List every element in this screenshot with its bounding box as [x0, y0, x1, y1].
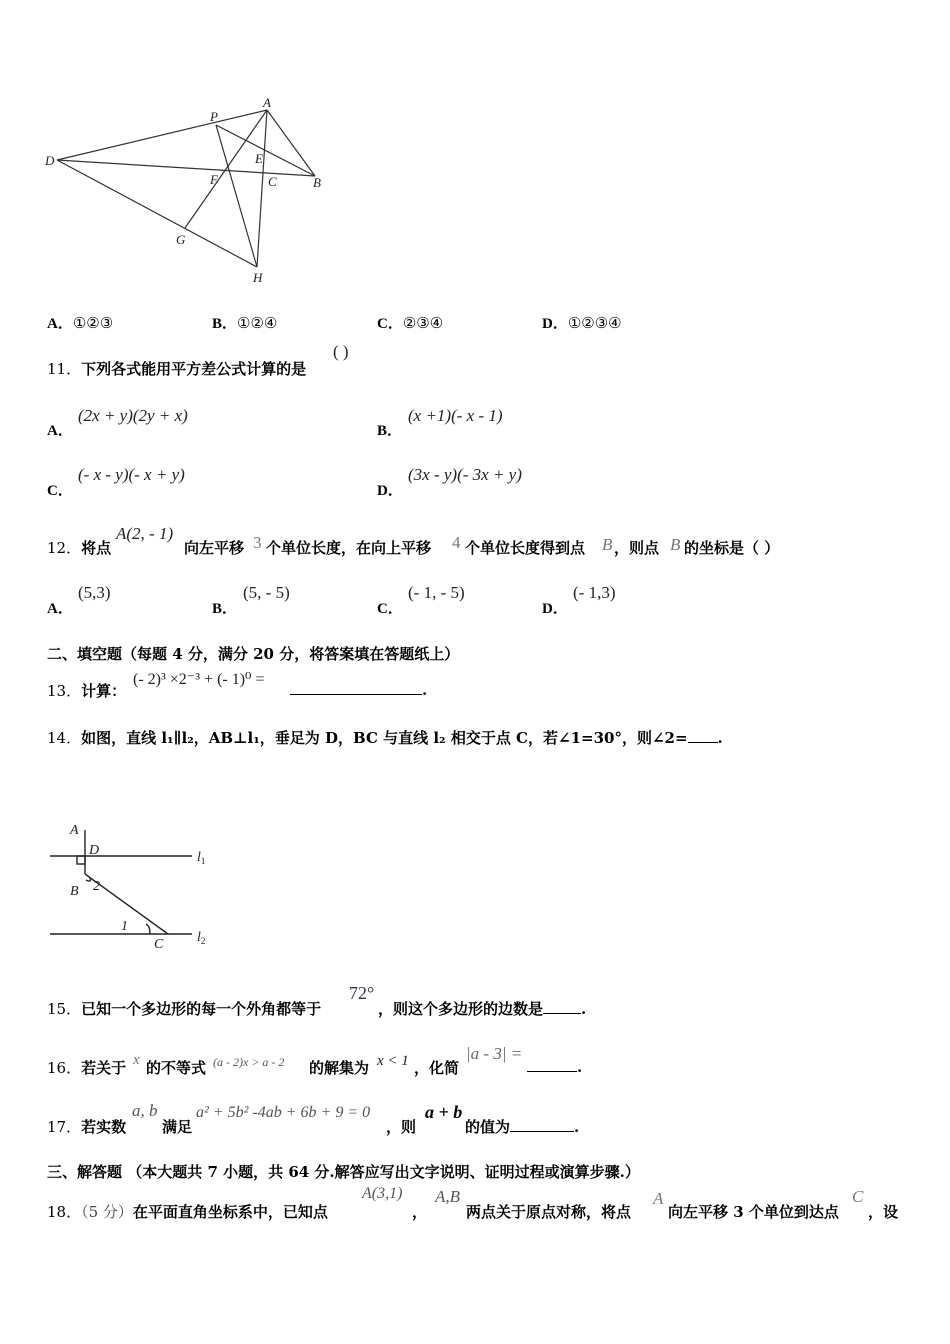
q16-stem [47, 1057, 126, 1078]
q11-option-b-label [377, 419, 402, 440]
q12-text-6: 的坐标是（ ） [684, 539, 780, 557]
period: . [574, 1118, 580, 1136]
label-C: C [154, 937, 164, 952]
option-label: B． [212, 601, 238, 617]
q12-b2: B [670, 535, 681, 554]
q17-stem [47, 1116, 126, 1137]
option-label: B． [377, 423, 403, 439]
question-text: 若实数 [81, 1118, 127, 1136]
q12-option-a-label [47, 597, 73, 618]
score-text: （5 分） [81, 1203, 133, 1221]
label-angle-1: 1 [121, 919, 128, 934]
period: . [577, 1058, 583, 1076]
option-label: A． [47, 423, 73, 439]
q16-solution: x < 1 [377, 1053, 409, 1069]
q18-c: C [852, 1187, 864, 1206]
option-label: D． [542, 316, 568, 332]
q12-n3: 3 [253, 533, 262, 552]
label-D: D [45, 153, 55, 168]
question-number: 18． [47, 1203, 82, 1221]
q16-answer-blank [527, 1057, 582, 1076]
q10-option-b [212, 312, 277, 333]
q12-option-b-expr: (5, - 5) [243, 583, 290, 602]
option-text: ①②③ [72, 314, 114, 332]
q18-text-2: 两点关于原点对称，将点 [466, 1203, 632, 1221]
q12-text-5: ，则点 [614, 539, 660, 557]
question-text: 下列各式能用平方差公式计算的是 [81, 360, 307, 378]
question-text: 在平面直角坐标系中，已知点 [132, 1203, 328, 1221]
q10-option-c [377, 312, 443, 333]
q18-text-4: ，设 [868, 1203, 899, 1221]
q12-option-c-label [377, 597, 403, 618]
q10-option-d [542, 312, 622, 333]
q16-x: x [133, 1052, 140, 1068]
q18-comma: ， [412, 1203, 428, 1221]
answer-line [543, 999, 581, 1014]
q11-option-b-expr: (x +1)(- x - 1) [408, 406, 503, 425]
q12-option-d-label [542, 597, 568, 618]
q12-option-c-expr: (- 1, - 5) [408, 583, 465, 602]
option-label: D． [542, 601, 568, 617]
q12-point-a: A(2, - 1) [116, 524, 174, 543]
question-text: 如图，直线 l₁∥l₂，AB⊥l₁，垂足为 D，BC 与直线 l₂ 相交于点 C，若∠1=30°，则∠2= [81, 729, 688, 747]
q18-stem [47, 1201, 328, 1222]
question-text: 计算： [81, 682, 127, 700]
section-2-title: 二、填空题（每题 4 分，满分 20 分，将答案填在答题纸上） [47, 645, 460, 663]
period: . [422, 681, 428, 699]
q17-ab: a, b [132, 1101, 158, 1120]
label-C: C [268, 174, 277, 189]
label-B: B [70, 884, 79, 899]
question-number: 14． [47, 729, 82, 747]
section-3-title: 三、解答题 （本大题共 7 小题，共 64 分.解答应写出文字说明、证明过程或演算步骤.） [47, 1163, 640, 1181]
label-angle-2: 2 [93, 879, 100, 894]
q11-option-c-expr: (- x - y)(- x + y) [78, 465, 185, 484]
answer-line [527, 1057, 577, 1072]
q16-inequality: (a - 2)x > a - 2 [213, 1055, 285, 1069]
option-label: C． [377, 601, 403, 617]
q11-option-d-expr: (3x - y)(- 3x + y) [408, 465, 522, 484]
q18-point-a: A(3,1) [362, 1185, 403, 1202]
q12-option-a-expr: (5,3) [78, 583, 111, 602]
q17-text-3: ，则 [386, 1118, 417, 1136]
option-text: ②③④ [402, 314, 444, 332]
question-number: 12． [47, 539, 82, 557]
option-label: A． [47, 316, 73, 332]
option-label: A． [47, 601, 73, 617]
q11-stem [47, 358, 306, 379]
label-E: E [255, 151, 263, 166]
q12-b1: B [602, 535, 613, 554]
question-text: 若关于 [81, 1059, 127, 1077]
label-A: A [263, 95, 271, 110]
q12-n4: 4 [452, 533, 461, 552]
question-text: 将点 [81, 539, 112, 557]
label-P: P [210, 109, 218, 124]
q18-a2: A [653, 1189, 664, 1208]
q16-text-2: 的不等式 [146, 1059, 207, 1077]
q17-text-2: 满足 [162, 1118, 193, 1136]
question-number: 13． [47, 682, 82, 700]
option-text: ①②④ [237, 314, 278, 332]
q12-option-d-expr: (- 1,3) [573, 583, 616, 602]
label-G: G [176, 232, 186, 247]
option-text: ①②③④ [567, 314, 622, 332]
q15-angle: 72° [349, 983, 375, 1003]
geometry-figure-1 [40, 92, 340, 292]
q16-text-3: 的解集为 [309, 1059, 370, 1077]
q12-stem [47, 537, 111, 558]
q11-option-d-label [377, 479, 403, 500]
question-text: 的值为 [465, 1118, 511, 1136]
q13-expr: (- 2)³ ×2⁻³ + (- 1)⁰ = [133, 671, 265, 688]
q18-text-3: 向左平移 3 个单位到达点 [668, 1203, 839, 1221]
period: . [581, 1000, 587, 1018]
q11-option-a-label [47, 419, 73, 440]
question-number: 11． [47, 360, 82, 378]
question-number: 15． [47, 1000, 82, 1018]
q16-abs: |a - 3| = [466, 1044, 523, 1063]
label-l2: $l_2$ [197, 930, 206, 946]
option-label: B． [212, 316, 238, 332]
answer-line [510, 1117, 574, 1132]
label-A: A [70, 823, 79, 838]
q12-text-3: 个单位长度，在向上平移 [266, 539, 432, 557]
q11-option-c-label [47, 479, 73, 500]
q18-ab: A,B [435, 1187, 461, 1206]
q12-text-4: 个单位长度得到点 [465, 539, 586, 557]
label-H: H [253, 270, 263, 285]
q10-option-a [47, 312, 113, 333]
q15-rest [378, 998, 586, 1019]
question-text: 已知一个多边形的每一个外角都等于 [81, 1000, 322, 1018]
question-number: 16． [47, 1059, 82, 1077]
label-l1: $l_1$ [197, 850, 206, 866]
label-B: B [313, 175, 321, 190]
q17-equation: a² + 5b² -4ab + 6b + 9 = 0 [196, 1104, 371, 1121]
q11-paren: ( ) [333, 342, 349, 361]
q13-stem [47, 680, 126, 701]
option-label: C． [377, 316, 403, 332]
label-D: D [89, 843, 100, 858]
q17-rest [465, 1116, 579, 1137]
q12-text-2: 向左平移 [184, 539, 245, 557]
q16-text-4: ，化简 [414, 1059, 460, 1077]
option-label: C． [47, 483, 73, 499]
option-label: D． [377, 483, 403, 499]
question-number: 17． [47, 1118, 82, 1136]
q11-option-a-expr: (2x + y)(2y + x) [78, 406, 188, 425]
period: . [717, 729, 723, 747]
q12-option-b-label [212, 597, 237, 618]
geometry-figure-2 [40, 816, 220, 956]
answer-line [290, 680, 422, 695]
label-F: F [210, 172, 218, 187]
q13-answer-blank [290, 680, 427, 699]
q15-stem [47, 998, 321, 1019]
q17-expr: a + b [425, 1102, 463, 1122]
answer-line [688, 728, 718, 743]
question-text: ，则这个多边形的边数是 [378, 1000, 544, 1018]
q14-stem [47, 727, 723, 748]
